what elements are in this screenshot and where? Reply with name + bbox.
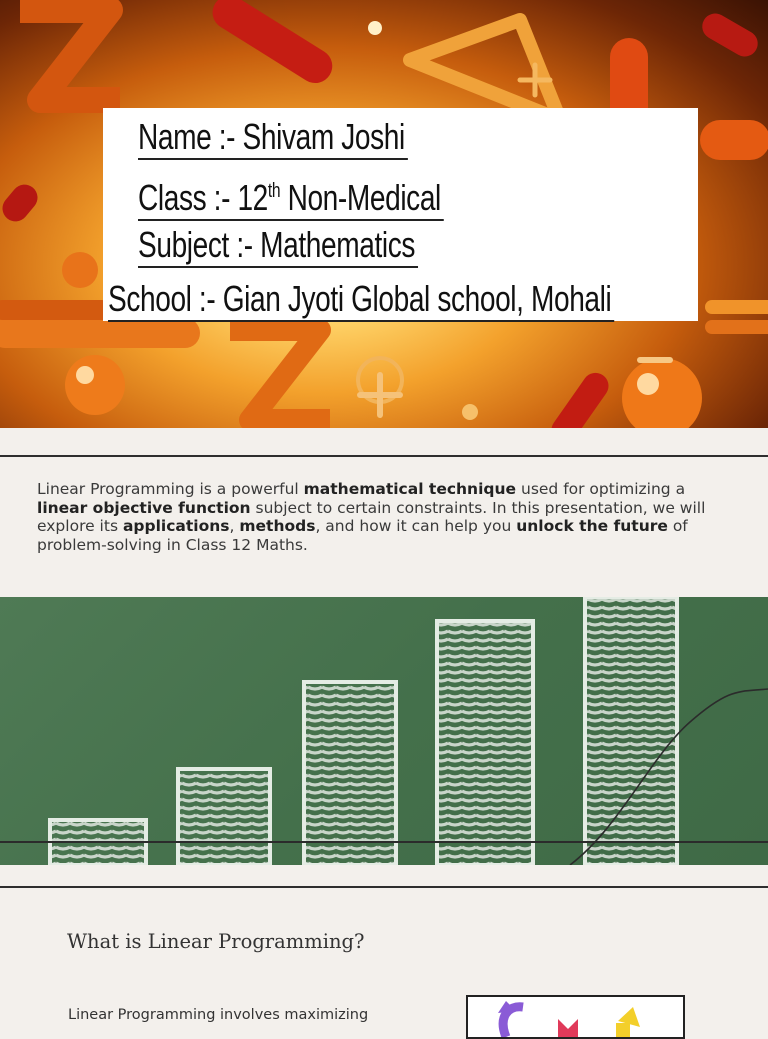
colorful-arrows-illustration: [468, 997, 683, 1037]
chalk-bar-4: [437, 621, 533, 865]
illustration-thumbnail: [466, 995, 685, 1039]
chalk-bar-2: [178, 769, 270, 865]
student-class: Class :- 12th Non-Medical: [138, 170, 444, 221]
student-school: School :- Gian Jyoti Global school, Mohali: [108, 278, 614, 322]
chalk-bar-3: [304, 682, 396, 865]
section-body-text: Linear Programming involves maximizing: [68, 1007, 369, 1023]
student-name: Name :- Shivam Joshi: [138, 116, 408, 160]
student-subject: Subject :- Mathematics: [138, 224, 418, 268]
chalkboard-bar-graph-image: [0, 597, 768, 865]
intro-paragraph: Linear Programming is a powerful mathematical technique used for optimizing a linear objective function subject to certain constraints. In this presentation, we will explore its applications, methods, and how it can help you unlock the future of problem-solving in Class 12 Maths.: [37, 480, 706, 554]
chalk-bars-drawing: [0, 597, 768, 865]
student-info-box: [103, 108, 698, 321]
divider-top: [0, 455, 768, 457]
section-heading: What is Linear Programming?: [67, 930, 365, 953]
divider-bottom: [0, 886, 768, 888]
chalk-bar-5: [585, 597, 677, 865]
title-slide: [0, 0, 768, 428]
